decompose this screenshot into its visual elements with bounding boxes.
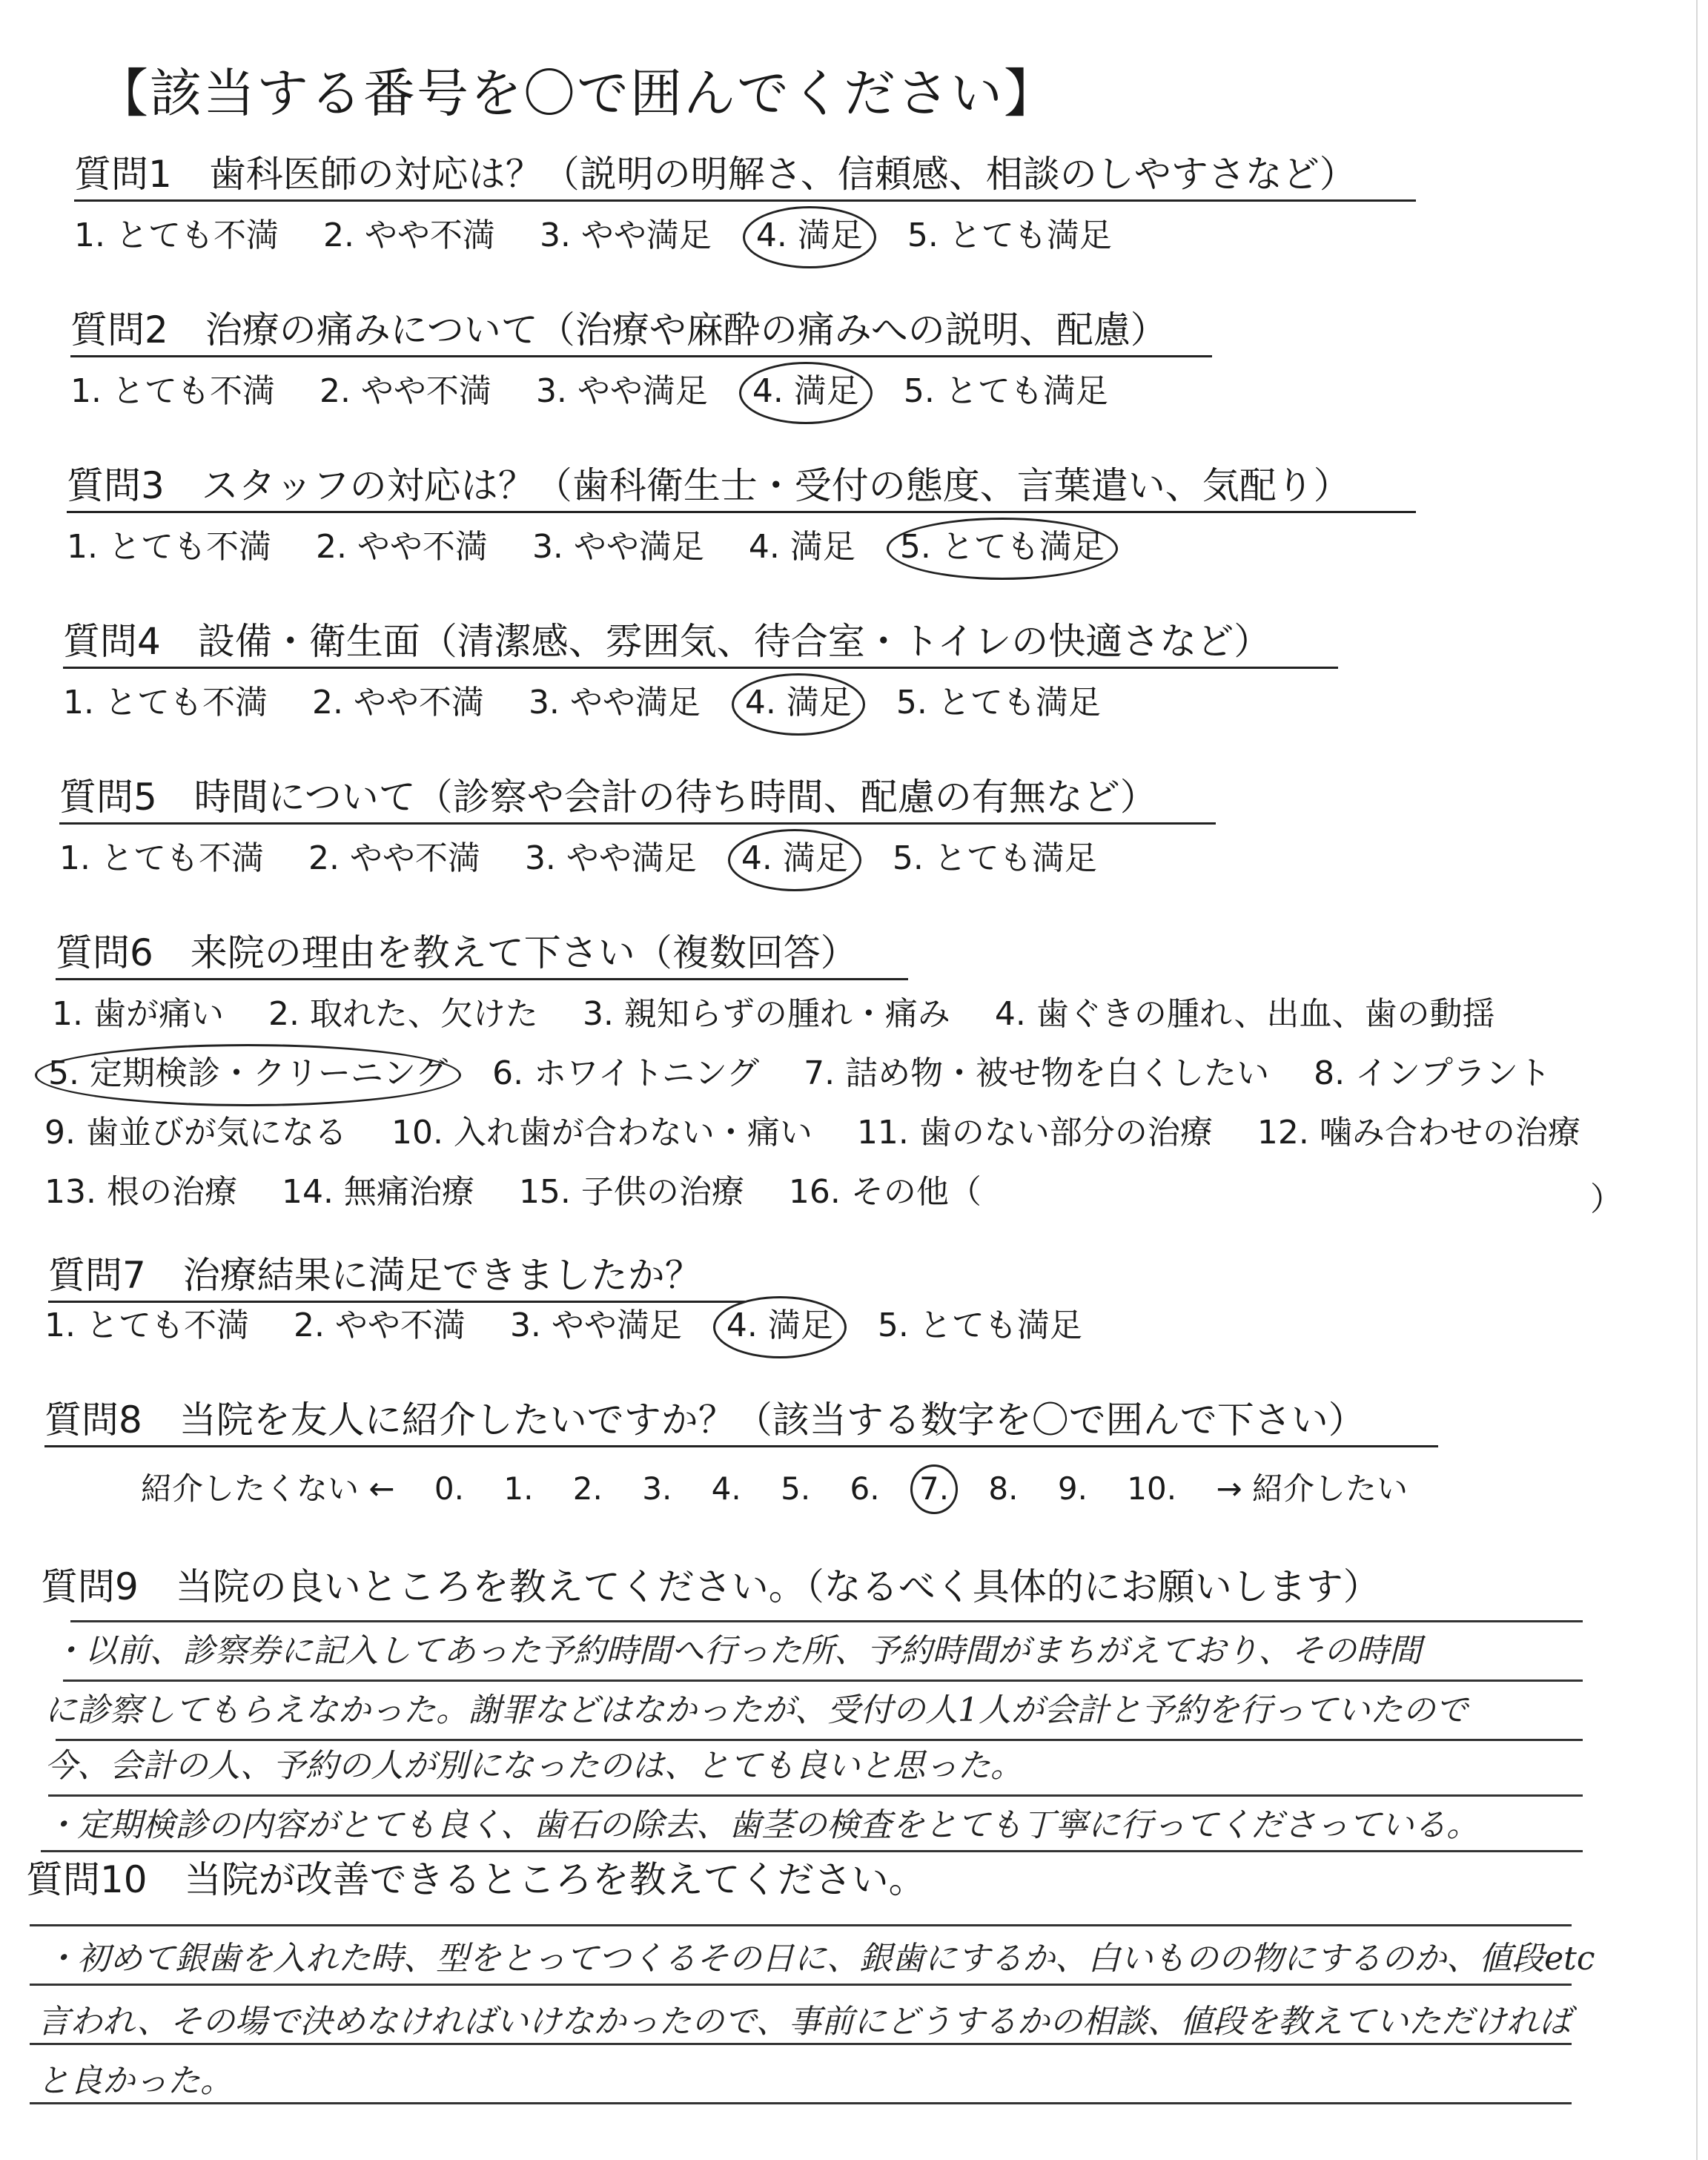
q9-rule-5 [41,1850,1583,1852]
q6-option-9[interactable]: 9. 歯並びが気になる [44,1114,347,1152]
q2-option-2[interactable]: 2. やや不満 [319,372,491,410]
q8-value-3[interactable]: 3. [642,1470,672,1507]
q9-answer-line-1: ・以前、診察券に記入してあった予約時間へ行った所、予約時間がまちがえており、その時間 [52,1632,1422,1670]
q2-option-1[interactable]: 1. とても不満 [70,372,275,410]
q3-option-1[interactable]: 1. とても不満 [67,528,271,566]
q8-value-9[interactable]: 9. [1057,1470,1088,1507]
q10-heading: 質問10 当院が改善できるところを教えてください。 [26,1858,926,1901]
q6-row-4 [44,1172,1016,1213]
q1-option-1[interactable]: 1. とても不満 [74,217,279,254]
q8-value-2[interactable]: 2. [572,1470,603,1507]
q6-option-14[interactable]: 14. 無痛治療 [281,1173,474,1211]
q2-option-4-selected[interactable]: 4. 満足 [752,371,859,412]
q6-option-3[interactable]: 3. 親知らずの腫れ・痛み [582,995,950,1033]
q6-option-7[interactable]: 7. 詰め物・被せ物を白くしたい [804,1054,1270,1092]
q8-heading: 質問8 当院を友人に紹介したいですか？（該当する数字を〇で囲んで下さい） [44,1398,1438,1447]
q6-option-2[interactable]: 2. 取れた、欠けた [268,995,538,1033]
q1-options [74,215,1146,257]
q9-answer-line-4: ・定期検診の内容がとても良く、歯石の除去、歯茎の検査をとても丁寧に行ってくださっている。 [44,1806,1480,1844]
q7-option-5[interactable]: 5. とても満足 [877,1307,1082,1344]
q3-options [67,526,1139,568]
q6-option-6[interactable]: 6. ホワイトニング [492,1054,760,1092]
q7-option-1[interactable]: 1. とても不満 [44,1307,249,1344]
q1-heading: 質問1 歯科医師の対応は？（説明の明解さ、信頼感、相談のしやすさなど） [74,152,1416,202]
q5-options [59,838,1131,879]
q9-answer-line-2: に診察してもらえなかった。謝罪などはなかったが、受付の人1人が会計と予約を行っていたので [44,1691,1468,1729]
q2-options [70,371,1142,412]
page-edge [1696,0,1698,2160]
q3-heading: 質問3 スタッフの対応は？（歯科衛生士・受付の態度、言葉遣い、気配り） [67,463,1416,513]
q8-right-label: → 紹介したい [1216,1470,1408,1507]
q10-answer-line-1: ・初めて銀歯を入れた時、型をとってつくるその日に、銀歯にするか、白いものの物にするのか、値段etc [44,1940,1595,1978]
q4-heading: 質問4 設備・衛生面（清潔感、雰囲気、待合室・トイレの快適さなど） [63,619,1338,669]
q6-option-15[interactable]: 15. 子供の治療 [518,1173,744,1211]
q8-value-8[interactable]: 8. [988,1470,1019,1507]
q2-heading: 質問2 治療の痛みについて（治療や麻酔の痛みへの説明、配慮） [70,308,1212,357]
q5-option-2[interactable]: 2. やや不満 [308,839,480,877]
q8-value-7-selected[interactable]: 7. [918,1470,950,1507]
q6-row-2 [41,1053,1585,1094]
q5-option-4-selected[interactable]: 4. 満足 [741,838,848,879]
q6-heading: 質問6 来院の理由を教えて下さい（複数回答） [56,931,908,980]
q7-options [44,1305,1116,1347]
q3-option-3[interactable]: 3. やや満足 [532,528,704,566]
q5-option-5[interactable]: 5. とても満足 [892,839,1097,877]
q6-other-close-paren: ） [1590,1180,1623,1218]
q4-option-1[interactable]: 1. とても不満 [63,684,268,721]
q4-option-5[interactable]: 5. とても満足 [896,684,1101,721]
q4-option-2[interactable]: 2. やや不満 [311,684,484,721]
q8-scale [141,1464,1437,1509]
q7-option-2[interactable]: 2. やや不満 [293,1307,466,1344]
q5-heading: 質問5 時間について（診察や会計の待ち時間、配慮の有無など） [59,775,1216,825]
q6-option-4[interactable]: 4. 歯ぐきの腫れ、出血、歯の動揺 [994,995,1495,1033]
q5-option-3[interactable]: 3. やや満足 [524,839,697,877]
q2-option-3[interactable]: 3. やや満足 [535,372,708,410]
q7-option-3[interactable]: 3. やや満足 [509,1307,682,1344]
q2-option-5[interactable]: 5. とても満足 [903,372,1108,410]
q1-option-4-selected[interactable]: 4. 満足 [756,215,863,257]
q8-value-10[interactable]: 10. [1127,1470,1177,1507]
q6-option-11[interactable]: 11. 歯のない部分の治療 [856,1114,1213,1152]
q1-option-2[interactable]: 2. やや不満 [322,217,495,254]
q6-row-1 [52,994,1529,1035]
q10-answer-line-2: 言われ、その場で決めなければいけなかったので、事前にどうするかの相談、値段を教えていただければ [37,2003,1572,2041]
q10-rule-4 [30,2102,1572,2104]
q9-rule-2 [63,1680,1583,1682]
q7-option-4-selected[interactable]: 4. 満足 [726,1305,833,1347]
q1-option-3[interactable]: 3. やや満足 [539,217,712,254]
q6-option-8[interactable]: 8. インプラント [1314,1054,1552,1092]
q8-left-label: 紹介したくない ← [141,1470,395,1507]
q9-heading: 質問9 当院の良いところを教えてください。（なるべく具体的にお願いします） [41,1565,1380,1608]
q10-rule-2 [30,1984,1572,1986]
q9-answer-line-3: 今、会計の人、予約の人が別になったのは、とても良いと思った。 [44,1747,1023,1785]
q3-option-2[interactable]: 2. やや不満 [315,528,488,566]
q1-option-5[interactable]: 5. とても満足 [907,217,1112,254]
q9-rule-1 [70,1620,1583,1622]
q6-option-16[interactable]: 16. その他（ [788,1173,982,1211]
q10-answer-line-3: と良かった。 [37,2062,233,2100]
q3-option-5-selected[interactable]: 5. とても満足 [900,526,1105,568]
q7-heading: 質問7 治療結果に満足できましたか？ [48,1253,745,1303]
page-title: 【該当する番号を〇で囲んでください】 [96,63,1057,124]
q10-rule-1 [30,1924,1572,1926]
q8-value-1[interactable]: 1. [503,1470,534,1507]
q6-option-5-selected[interactable]: 5. 定期検診・クリーニング [48,1053,448,1094]
q4-options [63,682,1135,724]
q10-rule-3 [30,2043,1572,2045]
q8-value-4[interactable]: 4. [711,1470,741,1507]
q4-option-3[interactable]: 3. やや満足 [528,684,701,721]
q6-option-1[interactable]: 1. 歯が痛い [52,995,224,1033]
q4-option-4-selected[interactable]: 4. 満足 [745,682,852,724]
q6-option-12[interactable]: 12. 噛み合わせの治療 [1257,1114,1580,1152]
q5-option-1[interactable]: 1. とても不満 [59,839,264,877]
q6-option-10[interactable]: 10. 入れ歯が合わない・痛い [391,1114,812,1152]
q8-value-6[interactable]: 6. [850,1470,880,1507]
q6-row-3 [44,1112,1615,1154]
q3-option-4[interactable]: 4. 満足 [748,528,855,566]
q9-rule-4 [48,1794,1583,1797]
q6-option-13[interactable]: 13. 根の治療 [44,1173,237,1211]
q8-value-0[interactable]: 0. [434,1470,464,1507]
q8-value-5[interactable]: 5. [781,1470,811,1507]
